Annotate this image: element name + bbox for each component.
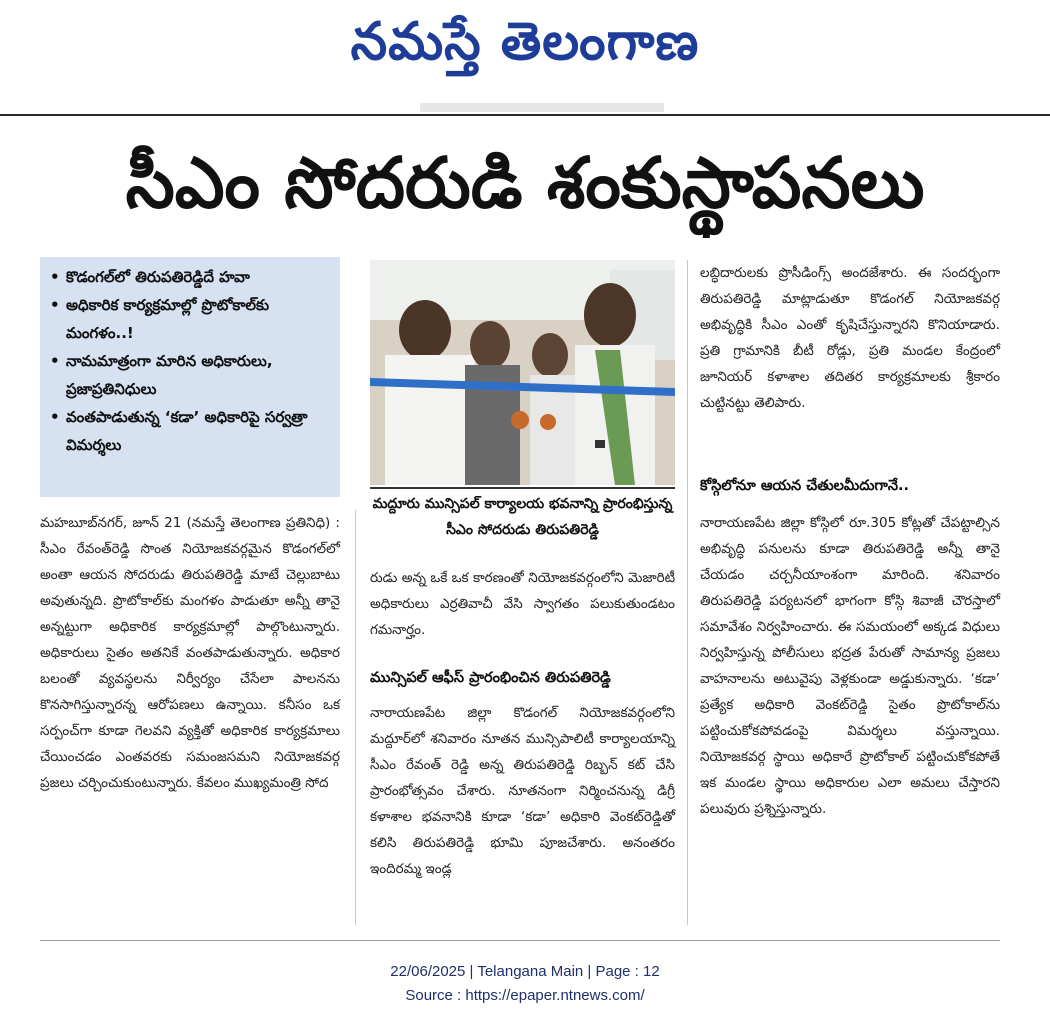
- masthead-divider: [0, 114, 1050, 116]
- article-headline: సీఎం సోదరుడి శంకుస్థాపనలు: [125, 142, 925, 224]
- article-paragraph: లబ్ధిదారులకు ప్రొసీడింగ్స్ అందజేశారు. ఈ సందర్భంగా తిరుపతిరెడ్డి మాట్లాడుతూ కొడంగల్ నియోజకవర్గ అభివృద్ధికి సీఎం ఎంతో కృషిచేస్తున్నారని కొనియాడారు. ప్రతి గ్రామానికి బీటీ రోడ్లు, ప్రతి మండల కేంద్రంలో జూనియర్ కళాశాల తదితర కార్యక్రమాలకు శ్రీకారం చుట్టినట్టు తెలిపారు.: [700, 265, 1000, 411]
- column-divider: [355, 510, 356, 925]
- highlights-box: [40, 257, 340, 497]
- footer-date-line: 22/06/2025 | Telangana Main | Page : 12: [390, 963, 660, 980]
- article-paragraph: మహబూబ్‌నగర్, జూన్ 21 (నమస్తే తెలంగాణ ప్రతినిధి) : సీఎం రేవంత్‌రెడ్డి సొంత నియోజకవర్గమైన కొడంగల్‌లో అంతా ఆయన సోదరుడు తిరుపతిరెడ్డి మాటే చెల్లుబాటు అవుతున్నది. ప్రొటోకాల్‌కు మంగళం పాడుతూ అన్నీ తానై అన్నట్టుగా అధికారిక కార్యక్రమాల్లో పాల్గొంటున్నారు. అధికారులు సైతం అతనికే వంతపాడుతున్నారు. అధికార బలంతో వ్యవస్థలను నిర్వీర్యం చేసేలా పాలనను కొనసాగిస్తున్నారన్న ఆరోపణలు ఉన్నాయి. కనీసం ఒక సర్పంచ్‌గా కూడా గెలవని వ్యక్తితో అధికారిక కార్యక్రమాలు చేయించడం ఎంతవరకు సమంజసమని నియోజకవర్గ ప్రజలు చర్చించుకుంటున్నారు. కేవలం ముఖ్యమంత్రి సోద: [40, 515, 340, 791]
- page-footer: [0, 960, 1050, 1008]
- highlight-item: • వంతపాడుతున్న ‘కడా’ అధికారిపై సర్వత్రా విమర్శలు: [50, 403, 332, 459]
- highlight-item: • అధికారిక కార్యక్రమాల్లో ప్రొటోకాల్‌కు మంగళం..!: [50, 291, 332, 347]
- article-column-1: [40, 510, 340, 920]
- highlight-item: • నామమాత్రంగా మారిన అధికారులు, ప్రజాప్రతినిధులు: [50, 347, 332, 403]
- masthead-tab: [420, 103, 664, 112]
- column-divider: [687, 260, 688, 925]
- article-paragraph: నారాయణపేట జిల్లా కొడంగల్ నియోజకవర్గంలోని మద్దూర్‌లో శనివారం నూతన మున్సిపాలిటీ కార్యాలయాన్ని సీఎం రేవంత్ రెడ్డి అన్న తిరుపతిరెడ్డి రిబ్బన్ కట్ చేసి ప్రారంభోత్సవం చేశారు. నూతనంగా నిర్మించనున్న డిగ్రీ కళాశాల భవనానికి కూడా ‘కడా’ అధికారి వెంకట్‌రెడ్డితో కలిసి తిరుపతిరెడ్డి భూమి పూజచేశారు. అనంతరం ఇందిరమ్మ ఇండ్ల: [370, 705, 675, 877]
- news-photo: [370, 260, 675, 485]
- masthead: [0, 0, 1050, 100]
- subheading-kosgi: కోస్గిలోనూ ఆయన చేతులమీదుగానే..: [700, 478, 910, 494]
- article-column-3-top: [700, 260, 1000, 460]
- article-paragraph: నారాయణపేట జిల్లా కోస్గిలో రూ.305 కోట్లతో చేపట్టాల్సిన అభివృద్ధి పనులను కూడా తిరుపతిరెడ్డి అన్నీ తానై చేయడం చర్చనీయాంశంగా మారింది. శనివారం తిరుపతిరెడ్డి పర్యటనలో భాగంగా కోస్గి శివాజీ చౌరస్తాలో సమావేశం నిర్వహించారు. ఈ సమయంలో అక్కడ విధులు నిర్వహిస్తున్న పోలీసులు భద్రత పేరుతో సామాన్య ప్రజలు వాహనాలను అటువైపు వెళ్లకుండా అడ్డుకున్నారు. ‘కడా’ ప్రత్యేక అధికారి వెంకట్‌రెడ్డి సైతం ప్రొటోకాల్‌ను పట్టించుకోకపోవడంపై విమర్శలు వస్తున్నాయి. నియోజకవర్గ స్థాయి అధికారే ప్రొటోకాల్ పట్టించుకోకపోతే ఇక మండల స్థాయి అధికారుల ఎలా అమలు చేస్తారని పలువురు ప్రశ్నిస్తున్నారు.: [700, 515, 1000, 817]
- subheading-municipal-office: మున్సిపల్ ఆఫీస్ ప్రారంభించిన తిరుపతిరెడ్డి: [370, 670, 611, 686]
- article-column-3-bottom: [700, 510, 1000, 920]
- article-column-2-top: [370, 565, 675, 645]
- footer-source-line: Source : https://epaper.ntnews.com/: [405, 987, 645, 1004]
- ribbon-cutting-photo: [370, 260, 675, 485]
- article-paragraph: రుడు అన్న ఒకే ఒక కారణంతో నియోజకవర్గంలోని మెజారిటీ అధికారులు ఎర్రతివాచీ వేసి స్వాగతం పలుకుతుండటం గమనార్హం.: [370, 570, 675, 638]
- newspaper-logo: నమస్తే తెలంగాణ: [350, 11, 700, 72]
- photo-caption: మద్దూరు మున్సిపల్ కార్యాలయ భవనాన్ని ప్రారంభిస్తున్న సీఎం సోదరుడు తిరుపతిరెడ్డి: [370, 487, 675, 561]
- highlight-item: • కొడంగల్‌లో తిరుపతిరెడ్డిదే హవా: [50, 263, 332, 291]
- article-column-2-bottom: [370, 700, 675, 925]
- footer-divider: [40, 940, 1000, 941]
